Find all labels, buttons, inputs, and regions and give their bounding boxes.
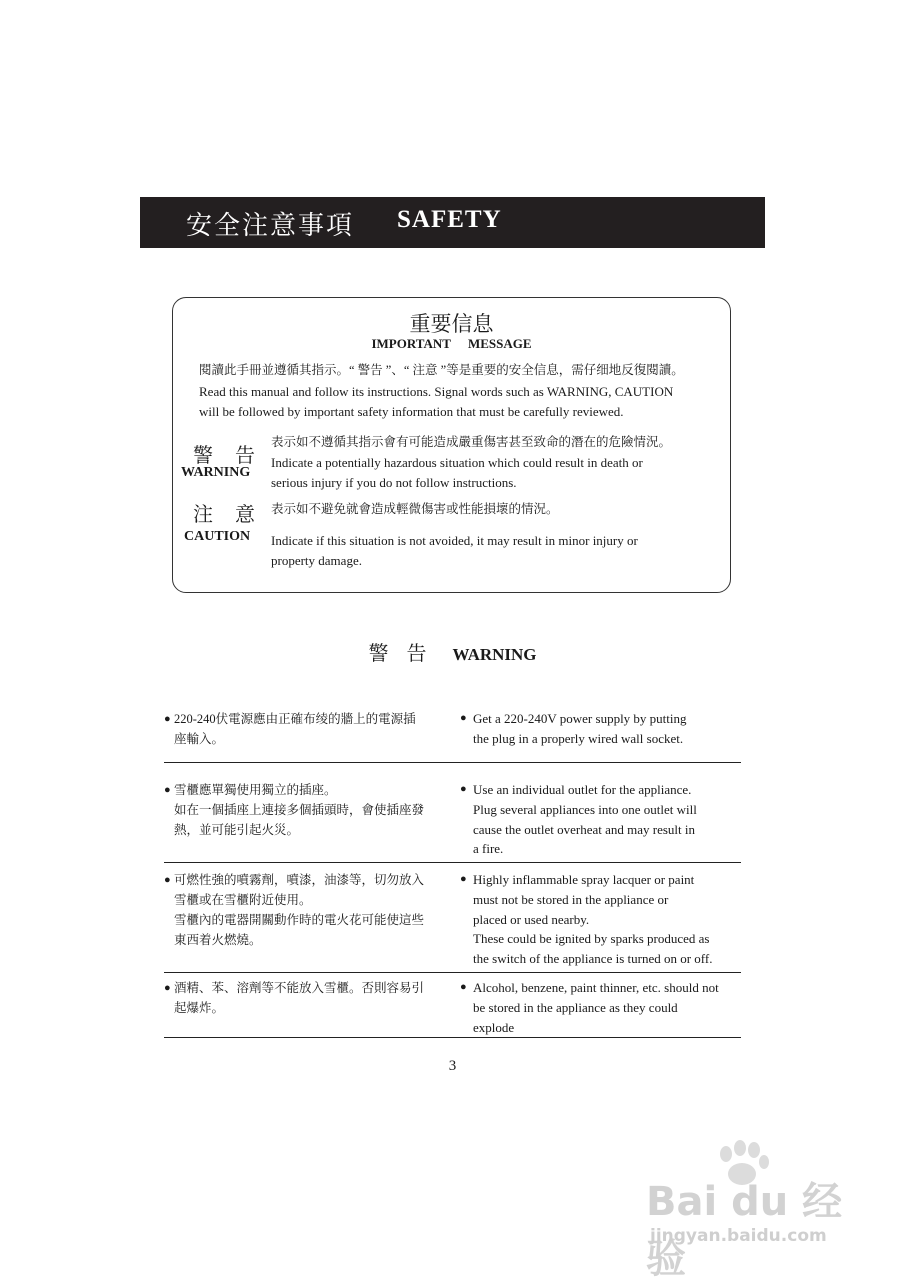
page-number: 3	[448, 1058, 457, 1074]
watermark-brand: Bai du 经验	[646, 1179, 843, 1282]
warning-desc-en-line: serious injury if you do not follow instructions.	[271, 475, 517, 490]
bullet-icon: ●	[460, 873, 467, 885]
bullet-icon: ●	[164, 713, 171, 725]
warning-section-heading	[0, 637, 905, 666]
intro-text-en-line: Read this manual and follow its instructions. Signal words such as WARNING, CAUTION	[199, 384, 674, 399]
info-title-cn: 重要信息	[409, 312, 494, 336]
warning-item-cn	[164, 978, 439, 1018]
warning-heading-en: WARNING	[452, 645, 537, 664]
warning-item-en	[460, 709, 741, 749]
item-text-line: 雪櫃或在雪櫃附近使用。	[174, 893, 312, 907]
warning-label-cn: 警告	[193, 445, 277, 467]
warning-item-cn	[164, 870, 439, 950]
item-text-line: Alcohol, benzene, paint thinner, etc. should not	[473, 980, 719, 995]
item-text-line: These could be ignited by sparks produced as	[473, 931, 710, 947]
caution-desc-cn: 表示如不避免就會造成輕微傷害或性能損壞的情況。	[271, 502, 559, 516]
item-text-line: the plug in a properly wired wall socket.	[473, 730, 684, 746]
bullet-icon: ●	[460, 981, 467, 993]
baidu-watermark	[640, 1140, 870, 1282]
item-text-line: 雪櫃應單獨使用獨立的插座。	[174, 783, 337, 797]
warning-item-en	[460, 870, 741, 969]
warning-desc-cn: 表示如不遵循其指示會有可能造成嚴重傷害甚至致命的潛在的危險情況。	[271, 435, 672, 449]
row-divider	[164, 762, 741, 763]
bullet-icon: ●	[164, 784, 171, 796]
bullet-icon: ●	[460, 783, 467, 795]
warning-item-en	[460, 780, 741, 859]
info-title-en: IMPORTANT MESSAGE	[371, 336, 532, 351]
item-text-line: 座輸入。	[174, 732, 225, 746]
item-text-line: must not be stored in the appliance or	[473, 891, 669, 907]
watermark-url: jingyan.baidu.com	[650, 1226, 827, 1246]
bullet-icon: ●	[460, 712, 467, 724]
item-text-line: 起爆炸。	[174, 1001, 225, 1015]
warning-item-en	[460, 978, 741, 1037]
bullet-icon: ●	[164, 874, 171, 886]
header-title-en: SAFETY	[397, 206, 502, 233]
warning-heading-cn: 警告	[368, 643, 445, 665]
warning-item-cn	[164, 780, 439, 840]
item-text-line: the switch of the appliance is turned on or off.	[473, 951, 713, 967]
important-message-box	[172, 297, 731, 593]
item-text-line: a fire.	[473, 841, 504, 857]
item-text-line: 可燃性強的噴霧劑，噴漆，油漆等，切勿放入	[174, 873, 425, 887]
item-text-line: be stored in the appliance as they could	[473, 999, 678, 1015]
caution-label-cn: 注意	[193, 504, 277, 526]
section-header-bar	[140, 197, 765, 248]
caution-label-en: CAUTION	[184, 529, 251, 544]
intro-text-cn: 閱讀此手冊並遵循其指示。“ 警告 ”、“ 注意 ”等是重要的安全信息，需仔细地反復閱讀。	[199, 363, 684, 377]
warning-desc-en-line: Indicate a potentially hazardous situation which could result in death or	[271, 455, 643, 470]
item-text-line: Highly inflammable spray lacquer or paint	[473, 872, 695, 887]
item-text-line: explode	[473, 1019, 515, 1035]
row-divider	[164, 862, 741, 863]
item-text-line: placed or used nearby.	[473, 911, 590, 927]
item-text-line: 雪櫃內的電器開關動作時的電火花可能使這些	[174, 913, 425, 927]
bullet-icon: ●	[164, 982, 171, 994]
header-title-cn: 安全注意事項	[186, 211, 355, 240]
intro-text-en-line: will be followed by important safety information that must be carefully reviewed.	[199, 404, 624, 419]
item-text-line: 如在一個插座上連接多個插頭時，會使插座發	[174, 803, 425, 817]
caution-desc-en-line: Indicate if this situation is not avoided, it may result in minor injury or	[271, 533, 638, 548]
item-text-line: Use an individual outlet for the appliance.	[473, 782, 692, 797]
row-divider	[164, 972, 741, 973]
item-text-line: 東西着火燃燒。	[174, 933, 262, 947]
warning-label-en: WARNING	[181, 465, 251, 480]
item-text-line: 220-240伏電源應由正確布绫的牆上的電源插	[174, 712, 416, 726]
item-text-line: Plug several appliances into one outlet will	[473, 801, 697, 817]
row-divider	[164, 1037, 741, 1038]
item-text-line: 熱，並可能引起火災。	[174, 823, 300, 837]
item-text-line: Get a 220-240V power supply by putting	[473, 711, 687, 726]
caution-desc-en-line: property damage.	[271, 553, 362, 568]
item-text-line: 酒精、苯、溶劑等不能放入雪櫃。否則容易引	[174, 981, 425, 995]
item-text-line: cause the outlet overheat and may result in	[473, 821, 696, 837]
warning-item-cn	[164, 709, 439, 749]
